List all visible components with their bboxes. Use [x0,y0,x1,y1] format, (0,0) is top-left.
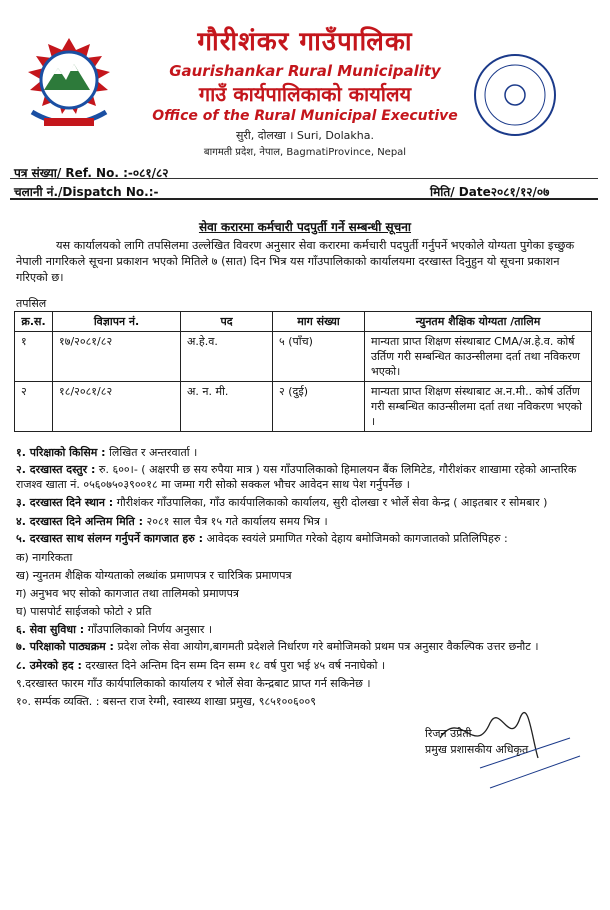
item-label: ८. उमेरको हद : [16,659,82,672]
table-cell: मान्यता प्राप्त शिक्षण संस्थाबाट अ.न.मी.. कोर्ष उर्तिण गरी सम्बन्धित काउन्सीलमा दर्ता तथा नविकरण भएको । [365,382,592,432]
item-text: रु. ६००।- ( अक्षरपी छ सय रुपैया मात्र ) यस गाँउपालिकाको हिमालयन बैंक लिमिटेड, गौरीशंकर शाखामा रहेको आन्तरिक राजश्व खाता नं. ०५६०७५०३९००१८ मा जम्मा गरी सोको सक्कल भौचर आवेदन साथ पेश गर्नुपर्नेछ । [16,463,577,491]
municipality-name-en: Gaurishankar Rural Municipality [169,62,441,80]
signature-scribble [420,698,590,818]
list-subitem: क) नागरिकता [16,551,73,564]
list-item: १०. सर्म्पक व्यक्ति. : बसन्त राज रेग्मी, स्वास्थ्य शाखा प्रमुख, ९८५१००६००९ [16,695,316,708]
item-text: प्रदेश लोक सेवा आयोग,बागमती प्रदेशले निर्धारण गरे बमोजिमको प्रथम पत्र अनुसार वैकल्पिक उत्तर छनौट । [113,640,539,653]
item-text: दरखास्त दिने अन्तिम दिन सम्म दिन सम्म १८ वर्ष पुरा भई ४५ वर्ष ननाघेको । [81,659,386,672]
address-line-2: बागमती प्रदेश, नेपाल, BagmatiProvince, Nepal [203,147,407,158]
item-label: १. परिक्षाको किसिम : [16,446,106,459]
item-text: आवेदक स्वयंले प्रमाणित गरेको देहाय बमोजिमको कागजातको प्रतिलिपिहरु : [203,532,508,545]
signatory-name: रिजन उप्रेती [425,727,472,740]
signatory-title: प्रमुख प्रशासकीय अधिकृत [425,743,529,756]
meta-divider [10,198,598,200]
list-item [16,513,596,531]
reference-number: पत्र संख्या/ Ref. No. :-०८१/८२ [14,166,169,180]
signatory-block [425,726,528,758]
item-label: २. दरखास्त दस्तुर : [16,463,96,476]
item-label: ३. दरखास्त दिने स्थान : [16,496,114,509]
details-label: तपसिल [16,297,47,310]
column-header: पद [181,312,273,332]
list-item [16,531,596,546]
list-item [16,462,596,492]
list-item [16,495,596,510]
list-item [16,444,596,462]
list-item [16,639,596,654]
municipality-name-np: गौरीशंकर गाउँपालिका [197,27,413,57]
column-header: विज्ञापन नं. [53,312,181,332]
item-text: लिखित र अन्तरवार्ता । [105,446,198,459]
table-cell: २ (दुई) [273,382,365,432]
dispatch-number: चलानी नं./Dispatch No.:- [14,185,159,199]
table-cell: ५ (पाँच) [273,332,365,382]
item-label: ७. परिक्षाको पाठ्यक्रम : [16,640,114,653]
office-name-np: गाउँ कार्यपालिकाको कार्यालय [198,82,412,106]
list-item [16,621,596,639]
table-row [15,332,592,382]
letter-date: मिति/ Date२०८१/१२/०७ [430,185,550,199]
table-cell: अ. न. मी. [181,382,273,432]
table-header-row [15,312,592,332]
notice-items [16,444,596,711]
vacancy-table [14,311,592,432]
notice-subject: सेवा करारमा कर्मचारी पदपुर्ती गर्ने सम्बन्धी सूचना [198,220,412,234]
list-subitem: ख) न्युनतम शैक्षिक योग्यताको लब्धांक प्रमाणपत्र र चारित्रिक प्रमाणपत्र [16,569,292,582]
table-cell: मान्यता प्राप्त शिक्षण संस्थाबाट CMA/अ.हे.व. कोर्ष उर्तिण गरी सम्बन्धित काउन्सीलमा दर्ता तथा नविकरण भएको। [365,332,592,382]
item-label: ५. दरखास्त साथ संलग्न गर्नुपर्ने कागजात हरु : [16,532,204,545]
table-row [15,382,592,432]
table-cell: १७/२०८१/८२ [53,332,181,382]
column-header: माग संख्या [273,312,365,332]
item-text: गाँउपालिकाको निर्णय अनुसार । [84,623,213,636]
column-header: न्युनतम शैक्षिक योग्यता /तालिम [365,312,592,332]
table-cell: अ.हे.व. [181,332,273,382]
notice-intro: यस कार्यालयको लागि तपसिलमा उल्लेखित विवरण अनुसार सेवा करारमा कर्मचारी पदपुर्ती गर्नुपर्ने भएकोले योग्यता पुगेका इच्छुक नेपाली नागरिकले सूचना प्रकाशन भएको मितिले ७ (सात) दिन भित्र यस गाँउपालिकाको कार्यालयमा दरखास्त दिनुहुन यो सूचना प्रकाशन गरिएको छ। [16,239,575,284]
item-text: २०८१ साल चैत्र १५ गते कार्यालय समय भित्र । [143,515,328,528]
address-line-1: सुरी, दोलखा । Suri, Dolakha. [235,129,375,142]
list-subitem: ग) अनुभव भए सोको कागजात तथा तालिमको प्रमाणपत्र [16,587,239,600]
list-subitem: घ) पासपोर्ट साईजको फोटो २ प्रति [16,605,152,618]
office-name-en: Office of the Rural Municipal Executive [152,108,458,124]
table-cell: १ [15,332,53,382]
list-item: ९.दरखास्त फारम गाँउ कार्यपालिकाको कार्यालय र भोर्ले सेवा केन्द्रबाट प्राप्त गर्न सकिनेछ । [16,677,371,690]
item-text: गौरीशंकर गाँउपालिका, गाँउ कार्यपालिकाको कार्यालय, सुरी दोलखा र भोर्ले सेवा केन्द्र ( आइतबार र सोमबार ) [113,496,548,509]
item-label: ४. दरखास्त दिने अन्तिम मिति : [16,515,144,528]
header-divider [10,178,598,179]
column-header: क्र.स. [15,312,53,332]
table-cell: २ [15,382,53,432]
item-label: ६. सेवा सुविधा : [16,623,85,636]
list-item [16,657,596,675]
table-cell: १८/२०८१/८२ [53,382,181,432]
